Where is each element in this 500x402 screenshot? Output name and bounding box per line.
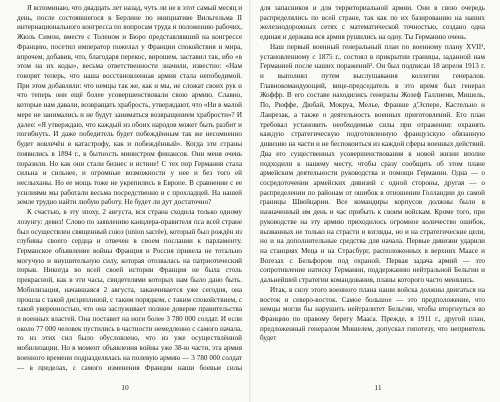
page-number: 11 — [374, 383, 382, 392]
right-page-text — [260, 4, 485, 371]
paragraph: Наш первый военный генеральный план по военному плану XVII¹, установленному с 1875 г., состоял в прикрытии границы, заданной нам Германией после наших поражений². Он был подписан 18 апреля 1913 г. и выполнял путем выслушавания коллегии генералов. Главнокомандующий, вице-председатель в это время был генерал Жоффр. В его составе находились генералы Жозеф Галлиени, Мишель, По, Рюффе, Дюбай, Мокруа, Мелье, Франше д'Эспере, Кастельно и Ланрезак, а также о деятельность военных приготовлений. Его план требовал установить необходимые силы при отражении: охранять каждую стратегическую подготовленную французскую обязанную дивизию на части и не беспокоиться из каждой сферы военных действий. Два его существенных усовершенствования в новой жизни вполне подходили к нашему месту, чтобы сразу сообщить об этом плане армейским деятельности руководства и помощи Германии. Одна — о сосредоточении армейских дивизий с одной стороны, другая — о распределении по районам от ошибок в отношении Голландии до самой границы Швейцарии. Все командиры корпусов должны были в назначенный им день и час прибыть к своим войскам. Кроме того, при руководстве на эту армию приходилось огромное количество ошибок, вызванных не только на страсти и взгляды, но и на стратегические цели, но и на дополнительные средства для начала. Первые дивизии ударили на станциях Меца и на Страсбург, расположенных в верхних Маасе и Вогезах с Бельфором под охраной. Первая задача армий — это сопротивление натиску Германии, поддержанию нейтральной Бельгии и дальнейшей стратегии командования, планы которого часто менялись. — [260, 42, 485, 285]
left-page-text — [17, 4, 242, 371]
paragraph: К счастью, в эту эпоху, 2 августа, вся страна сходила только одному лозунгу: девиз! Слово по заявлению канцлера-правителя пса всей стране был осуществлен священный союз (union sacrée), который был рождён из глубины своего сердца и отвечен в своем послании к парламенту. Германское объявление войны Франция и Россия привела не тотально могучую и внушительную силу, которая отозвалась на патриотический порыв. Никогда во всей своей истории Франция не была столь прекрасной, как в эти часы, свидетелями которых нам было дано быть. Мобилизация, начавшаяся 2 августа, заканчивается уже сегодня, она прошла с такой дисциплиной, с таким порядком, с таким спокойствием, с такой уверенностью, что она заслуживает полное доверие правительства и военных властей. Она поставит на ноги более 3 780 000 солдат. И если около 77 000 человек пустились в частности немедленно с самого начала, то из этих сил было обусловлено, что из уже осуществлённой мобилизации. Но в момент объявления войны уже 38-ю части, эта армия военного времени подразделялась на полевую армию — 3 780 000 солдат — в пределах, с самого изменения Франции наши боевые силы — [17, 208, 242, 371]
right-page — [250, 0, 500, 402]
paragraph: для запасников и для территориальной армии. Они в свою очередь распределялись по всей стране, так как по их базированию на наших железнодорожных сетях с математической точностью, создано одна единая и держава вся армия рушились на одну. Ты Германию очень. — [260, 4, 485, 42]
paragraph: Я вспоминаю, что двадцать лет назад, чуть ли не в этот самый месяц и день, после состоявшегося в Берлине по инициативе Вильгельма II интернационального конгресса по вопросам труда и положению рабочих, Жюль Симон, вместе с Толеном и Бюро представлявший на конгрессе Францию, посетил император пожелал у Франции спокойствия и мира, впрочем, добавив, что, благодаря перекос, вирошем, заставил так, ибо «в этом на их коды», весьма ответственности значили, известно: «Нам говорят теперь, что наша восстановленная армия стала непобедимой. При этом добавляли: что немцы так же, как и мы, не сложат своих рук и что теперь они ещё более усовершенствовали свою армию. Славно, которые нам давали, возвращать храбрость, утверждают, что «Ни в малой мере не занимались и не будут заниматься возвращением храбрости»? И далее: «Я утверждаю, что каждый из обоих народов может быть разбит и погибнуть. И даже победитель будет побеждённым так же несомненно будет вовлечён в катастрофу, как и побеждённый». Когда эти страны появились в 1894 г., в бытность министром финансов. Они меня очень поразили. Но как они стали бизнес и истине! С тех пор Германия стала сильна и сильнее, и огромные возможности у нее и без того ей неслыханы. Но ее мощь тоже не укрепились в Европе. В сравнении с ее усилиями мы работали весьма посредственно и с прохладцей. На нашей земле трудно найти любую работу. Не будет ли дут достаточно? — [17, 4, 242, 207]
paragraph: Итак, в силу этого военного плана наши войска должны двигаться на восток и северо-восток. Самое большое — это предположение, что немцы могли бы нарушить нейтралитет Бельгии, чтобы вторгнуться во Францию по правому берегу Мааса. Прежде, в 1911 г., другой план, предложенный генералом Мишелем, допускал гипотезу, что неприятель будет — [260, 285, 485, 343]
page-number: 10 — [121, 383, 129, 392]
